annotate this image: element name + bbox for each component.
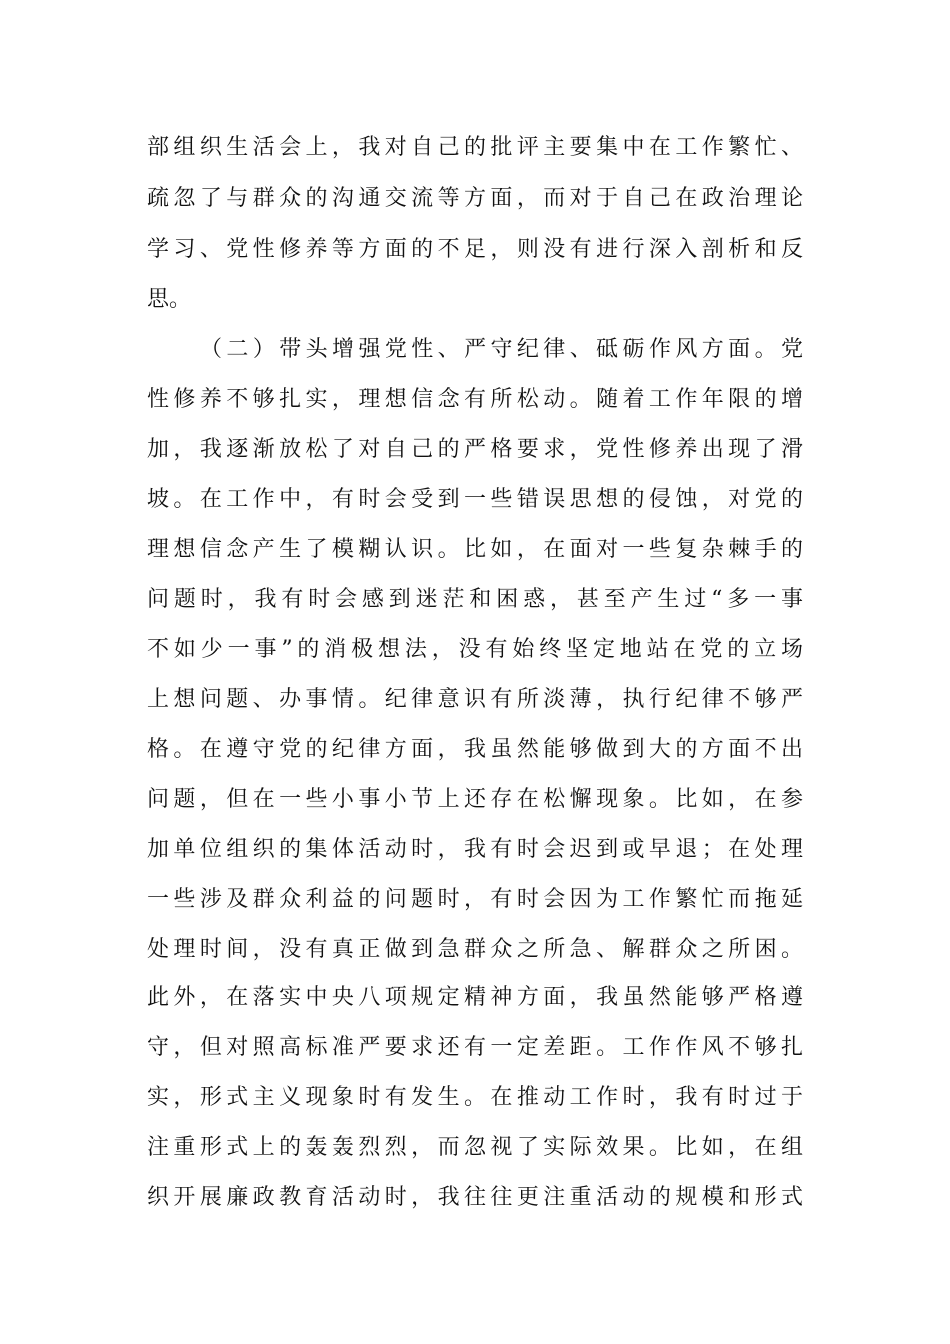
paragraph-line: 一些涉及群众利益的问题时，有时会因为工作繁忙而拖延 xyxy=(147,887,803,912)
paragraph-line: 坡。在工作中，有时会受到一些错误思想的侵蚀，对党的 xyxy=(147,487,803,512)
paragraph-line: 注重形式上的轰轰烈烈，而忽视了实际效果。比如，在组 xyxy=(147,1135,803,1160)
paragraph-line: 疏忽了与群众的沟通交流等方面，而对于自己在政治理论 xyxy=(147,186,803,211)
paragraph-line: 加，我逐渐放松了对自己的严格要求，党性修养出现了滑 xyxy=(147,437,803,462)
paragraph-line: 思。 xyxy=(147,287,192,312)
paragraph-line: 不如少一事”的消极想法，没有始终坚定地站在党的立场 xyxy=(147,637,803,662)
paragraph-line: 处理时间，没有真正做到急群众之所急、解群众之所困。 xyxy=(147,937,803,962)
paragraph-line: 上想问题、办事情。纪律意识有所淡薄，执行纪律不够严 xyxy=(147,687,803,712)
paragraph-line: 守，但对照高标准严要求还有一定差距。工作作风不够扎 xyxy=(147,1035,803,1060)
paragraph-line: 性修养不够扎实，理想信念有所松动。随着工作年限的增 xyxy=(147,387,803,412)
paragraph-line: 实，形式主义现象时有发生。在推动工作时，我有时过于 xyxy=(147,1085,803,1110)
paragraph-line: 学习、党性修养等方面的不足，则没有进行深入剖析和反 xyxy=(147,237,803,262)
paragraph-line: 部组织生活会上，我对自己的批评主要集中在工作繁忙、 xyxy=(147,135,803,160)
paragraph-line: 织开展廉政教育活动时，我往往更注重活动的规模和形式 xyxy=(147,1185,803,1210)
paragraph-line: 理想信念产生了模糊认识。比如，在面对一些复杂棘手的 xyxy=(147,537,803,562)
paragraph-line: 此外，在落实中央八项规定精神方面，我虽然能够严格遵 xyxy=(147,985,803,1010)
paragraph-line: 加单位组织的集体活动时，我有时会迟到或早退；在处理 xyxy=(147,837,803,862)
paragraph-line: 问题，但在一些小事小节上还存在松懈现象。比如，在参 xyxy=(147,787,803,812)
paragraph-line: 格。在遵守党的纪律方面，我虽然能够做到大的方面不出 xyxy=(147,737,803,762)
paragraph-line: 问题时，我有时会感到迷茫和困惑，甚至产生过“多一事 xyxy=(147,587,803,612)
section-heading-line: （二）带头增强党性、严守纪律、砥砺作风方面。党 xyxy=(200,337,803,362)
